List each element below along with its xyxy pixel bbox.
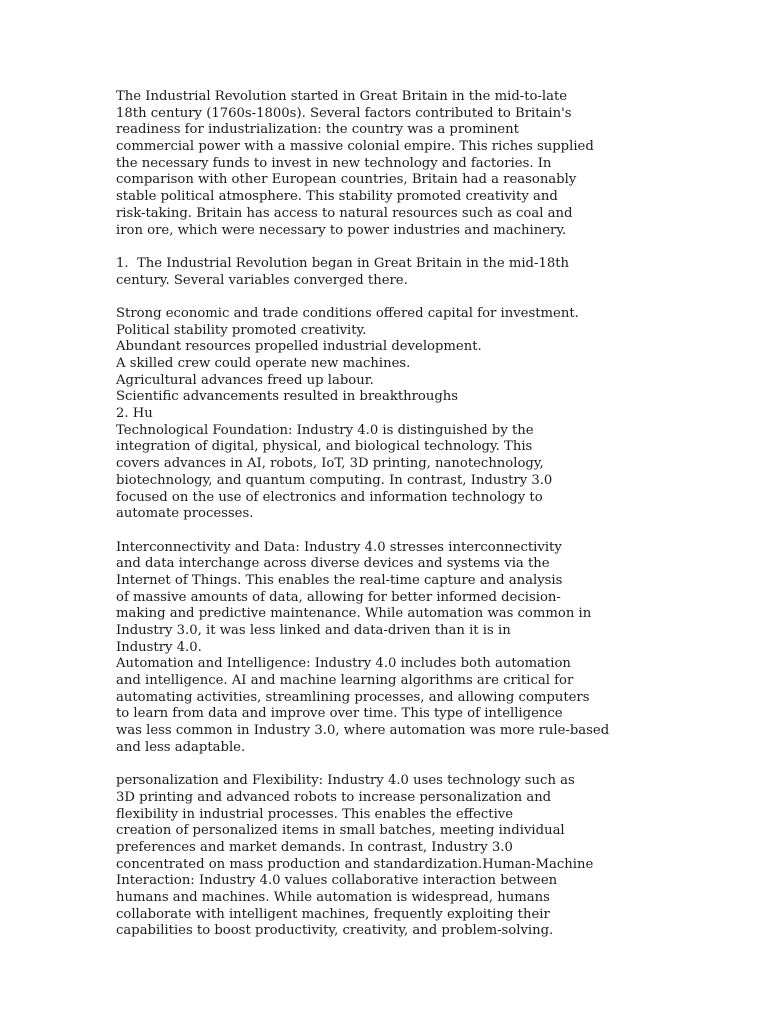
- text-line: creation of personalized items in small batches, meeting individual: [116, 823, 565, 839]
- text-line: Political stability promoted creativity.: [116, 322, 367, 338]
- interconnectivity-paragraph: [116, 540, 656, 757]
- text-line: risk-taking. Britain has access to natural resources such as coal and: [116, 205, 573, 221]
- text-line: capabilities to boost productivity, creativity, and problem-solving.: [116, 923, 554, 939]
- text-line: personalization and Flexibility: Industry 4.0 uses technology such as: [116, 773, 575, 789]
- text-line: and less adaptable.: [116, 739, 246, 755]
- text-line: Agricultural advances freed up labour.: [116, 372, 374, 388]
- document-page: [116, 89, 656, 940]
- text-line: to learn from data and improve over time. This type of intelligence: [116, 706, 563, 722]
- text-line: and data interchange across diverse devices and systems via the: [116, 556, 550, 572]
- text-line: automating activities, streamlining processes, and allowing computers: [116, 689, 590, 705]
- text-line: flexibility in industrial processes. This enables the effective: [116, 806, 514, 822]
- paragraph-gap: [116, 239, 656, 256]
- text-line: integration of digital, physical, and biological technology. This: [116, 439, 533, 455]
- text-line: stable political atmosphere. This stability promoted creativity and: [116, 189, 558, 205]
- text-line: 1. The Industrial Revolution began in Great Britain in the mid-18th: [116, 255, 570, 271]
- intro-paragraph: [116, 89, 656, 239]
- text-line: Automation and Intelligence: Industry 4.0 includes both automation: [116, 656, 571, 672]
- text-line: 2. Hu: [116, 406, 153, 422]
- text-line: readiness for industrialization: the country was a prominent: [116, 122, 519, 138]
- text-line: 3D printing and advanced robots to increase personalization and: [116, 789, 552, 805]
- text-line: iron ore, which were necessary to power industries and machinery.: [116, 222, 567, 238]
- text-line: A skilled crew could operate new machines.: [116, 356, 411, 371]
- text-line: the necessary funds to invest in new technology and factories. In: [116, 155, 552, 171]
- factors-section: [116, 306, 656, 523]
- text-line: Technological Foundation: Industry 4.0 is distinguished by the: [116, 422, 534, 438]
- text-line: humans and machines. While automation is widespread, humans: [116, 890, 550, 905]
- text-line: The Industrial Revolution started in Great Britain in the mid-to-late: [116, 89, 568, 104]
- text-line: Interconnectivity and Data: Industry 4.0 stresses interconnectivity: [116, 539, 562, 555]
- text-line: Industry 3.0, it was less linked and data-driven than it is in: [116, 623, 511, 638]
- text-line: of massive amounts of data, allowing for better informed decision-: [116, 589, 561, 605]
- text-line: commercial power with a massive colonial empire. This riches supplied: [116, 139, 594, 155]
- text-line: was less common in Industry 3.0, where automation was more rule-based: [116, 723, 610, 739]
- text-line: Internet of Things. This enables the real-time capture and analysis: [116, 572, 563, 588]
- text-line: collaborate with intelligent machines, frequently exploiting their: [116, 906, 550, 922]
- point-one-paragraph: [116, 256, 656, 289]
- text-line: making and predictive maintenance. While automation was common in: [116, 606, 592, 622]
- text-line: covers advances in AI, robots, IoT, 3D printing, nanotechnology,: [116, 456, 544, 472]
- text-line: biotechnology, and quantum computing. In contrast, Industry 3.0: [116, 472, 553, 488]
- text-line: century. Several variables converged there.: [116, 272, 408, 288]
- text-line: comparison with other European countries, Britain had a reasonably: [116, 172, 577, 188]
- text-line: preferences and market demands. In contrast, Industry 3.0: [116, 839, 513, 855]
- text-line: Strong economic and trade conditions offered capital for investment.: [116, 305, 579, 321]
- text-line: Industry 4.0.: [116, 639, 202, 655]
- text-line: 18th century (1760s-1800s). Several factors contributed to Britain's: [116, 105, 572, 121]
- text-line: and intelligence. AI and machine learning algorithms are critical for: [116, 673, 574, 689]
- paragraph-gap: [116, 757, 656, 774]
- text-line: Interaction: Industry 4.0 values collaborative interaction between: [116, 873, 558, 889]
- text-line: Scientific advancements resulted in breakthroughs: [116, 389, 459, 405]
- text-line: Abundant resources propelled industrial development.: [116, 339, 482, 355]
- text-line: concentrated on mass production and standardization.Human-Machine: [116, 856, 594, 872]
- paragraph-gap: [116, 289, 656, 306]
- personalization-paragraph: [116, 773, 656, 940]
- text-line: automate processes.: [116, 506, 254, 522]
- text-line: focused on the use of electronics and information technology to: [116, 489, 543, 505]
- paragraph-gap: [116, 523, 656, 540]
